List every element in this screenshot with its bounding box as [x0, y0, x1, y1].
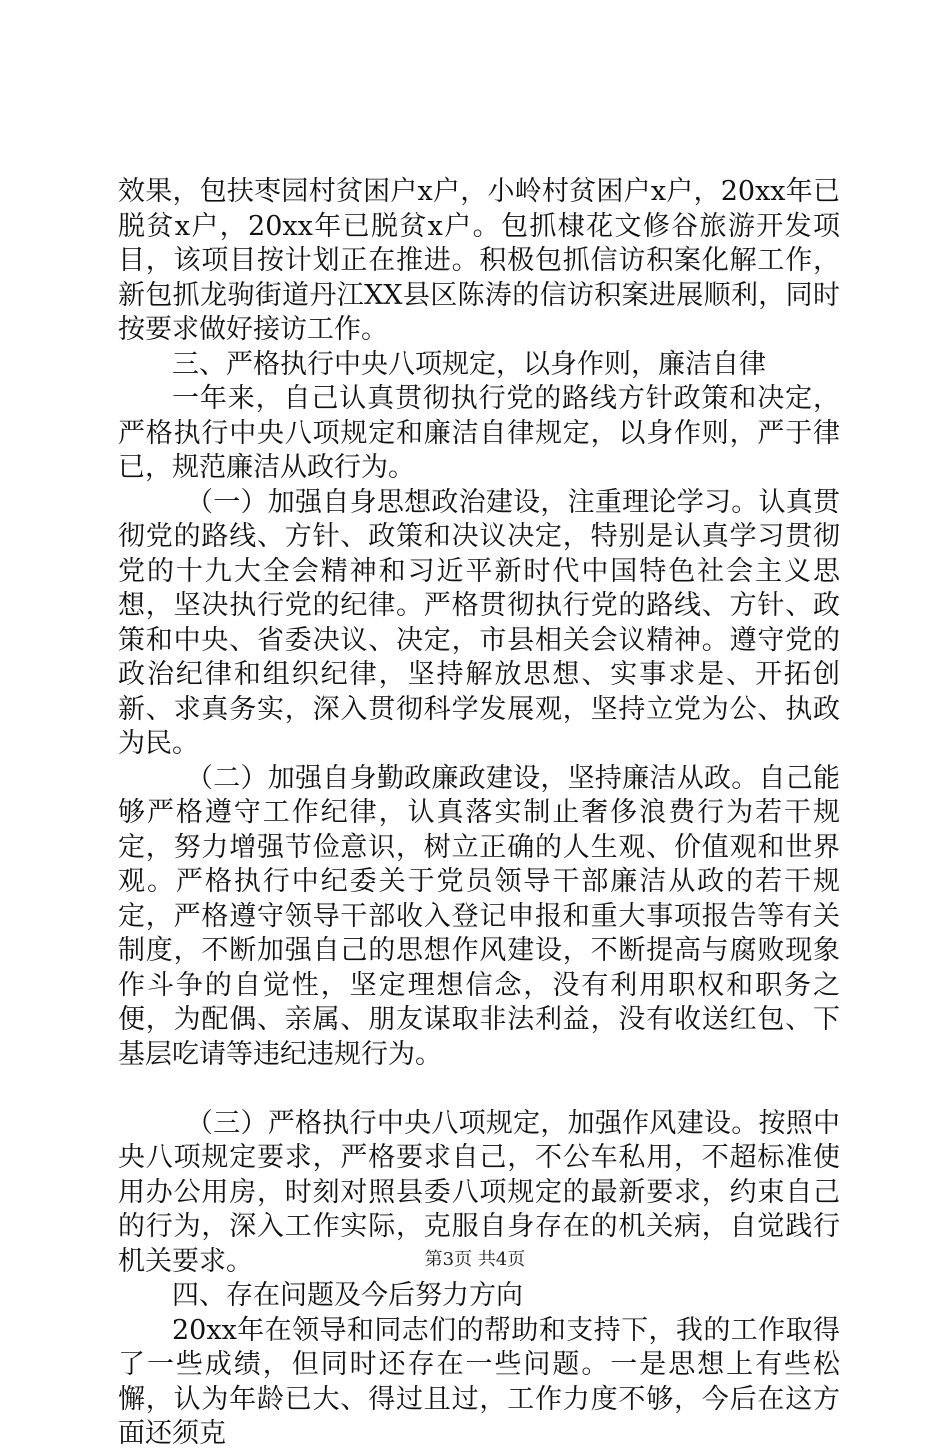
paragraph-problems: 20xx年在领导和同志们的帮助和支持下，我的工作取得了一些成绩，但同时还存在一些问题。一是思想上有些松懈，认为年龄已大、得过且过，工作力度不够，今后在这方面还须克 — [118, 1314, 840, 1449]
paragraph-item-1: （一）加强自身思想政治建设，注重理论学习。认真贯彻党的路线、方针、政策和决议决定，特别是认真学习贯彻党的十九大全会精神和习近平新时代中国特色社会主义思想，坚决执行党的纪律。严格贯彻执行党的路线、方针、政策和中央、省委决议、决定，市县相关会议精神。遵守党的政治纪律和组织纪律，坚持解放思想、实事求是、开拓创新、求真务实，深入贯彻科学发展观，坚持立党为公、执政为民。 — [118, 486, 840, 759]
section-heading-4: 四、存在问题及今后努力方向 — [172, 1280, 523, 1311]
paragraph-item-2: （二）加强自身勤政廉政建设，坚持廉洁从政。自己能够严格遵守工作纪律，认真落实制止奢侈浪费行为若干规定，努力增强节俭意识，树立正确的人生观、价值观和世界观。严格执行中纪委关于党员领导干部廉洁从政的若干规定，严格遵守领导干部收入登记申报和重大事项报告等有关制度，不断加强自己的思想作风建设，不断提高与腐败现象作斗争的自觉性，坚定理想信念，没有利用职权和职务之便，为配偶、亲属、朋友谋取非法利益，没有收送红包、下基层吃请等违纪违规行为。 — [118, 762, 840, 1070]
paragraph-item-3: （三）严格执行中央八项规定，加强作风建设。按照中央八项规定要求，严格要求自己，不公车私用，不超标准使用办公用房，时刻对照县委八项规定的最新要求，约束自己的行为，深入工作实际，克服自身存在的机关病，自觉践行机关要求。 — [118, 1107, 840, 1277]
paragraph-continuation: 效果，包扶枣园村贫困户x户，小岭村贫困户x户，20xx年已脱贫x户，20xx年已脱贫x户。包抓棣花文修谷旅游开发项目，该项目按计划正在推进。积极包抓信访积案化解工作，新包抓龙驹街道丹江XX县区陈涛的信访积案进展顺利，同时按要求做好接访工作。 — [118, 176, 840, 345]
section-heading-3: 三、严格执行中央八项规定，以身作则，廉洁自律 — [172, 348, 766, 380]
blank-line — [118, 1072, 840, 1107]
page-number-footer: 第3页 共4页 — [424, 1249, 526, 1270]
paragraph-intro: 一年来，自己认真贯彻执行党的路线方针政策和决定，严格执行中央八项规定和廉洁自律规定，以身作则，严于律已，规范廉洁从政行为。 — [118, 383, 840, 483]
